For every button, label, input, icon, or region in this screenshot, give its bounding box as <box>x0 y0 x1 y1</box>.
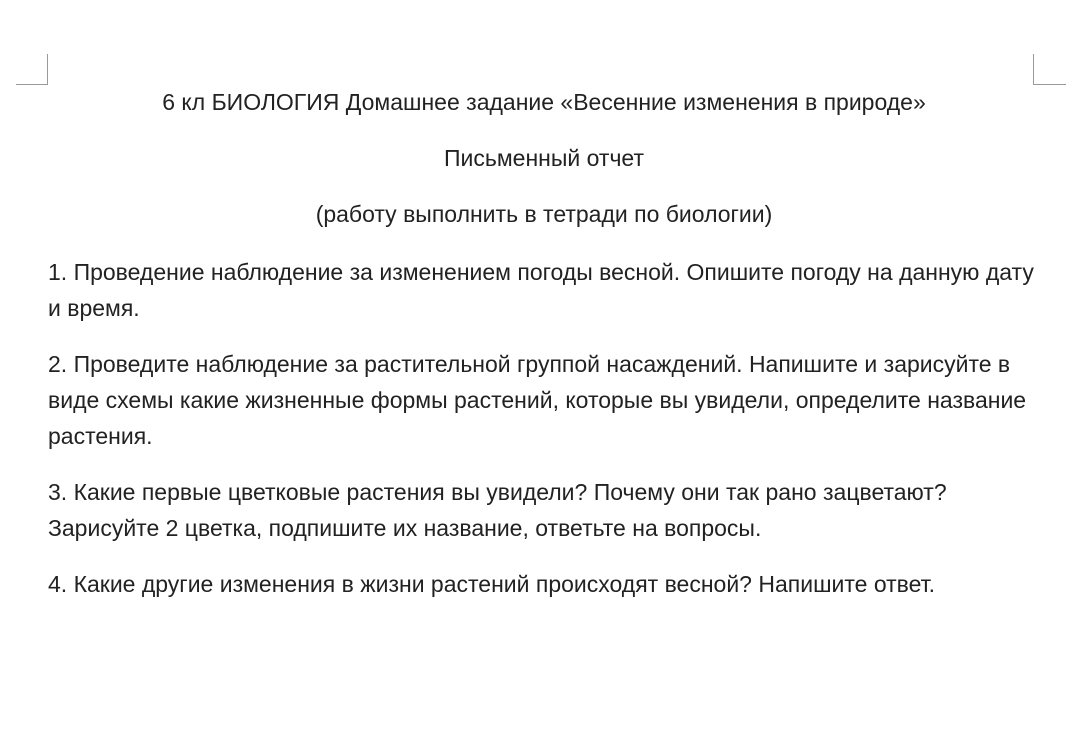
page-margin-corner-top-right <box>1033 54 1066 85</box>
document-note: (работу выполнить в тетради по биологии) <box>315 201 773 227</box>
task-2: 2. Проведите наблюдение за растительной группой насаждений. Напишите и зарисуйте в виде схемы какие жизненные формы растений, которые вы увидели, определите название растения. <box>48 351 1027 449</box>
task-1: 1. Проведение наблюдение за изменением погоды весной. Опишите погоду на данную дату и время. <box>48 259 1034 321</box>
task-3: 3. Какие первые цветковые растения вы увидели? Почему они так рано зацветают? Зарисуйте 2 цветка, подпишите их название, ответьте на вопросы. <box>48 479 947 541</box>
document-title: 6 кл БИОЛОГИЯ Домашнее задание «Весенние изменения в природе» <box>162 89 926 115</box>
document-subtitle: Письменный отчет <box>443 145 644 171</box>
task-4: 4. Какие другие изменения в жизни растений происходят весной? Напишите ответ. <box>48 571 936 597</box>
document-body <box>48 86 1040 622</box>
page-margin-corner-top-left <box>16 54 48 85</box>
